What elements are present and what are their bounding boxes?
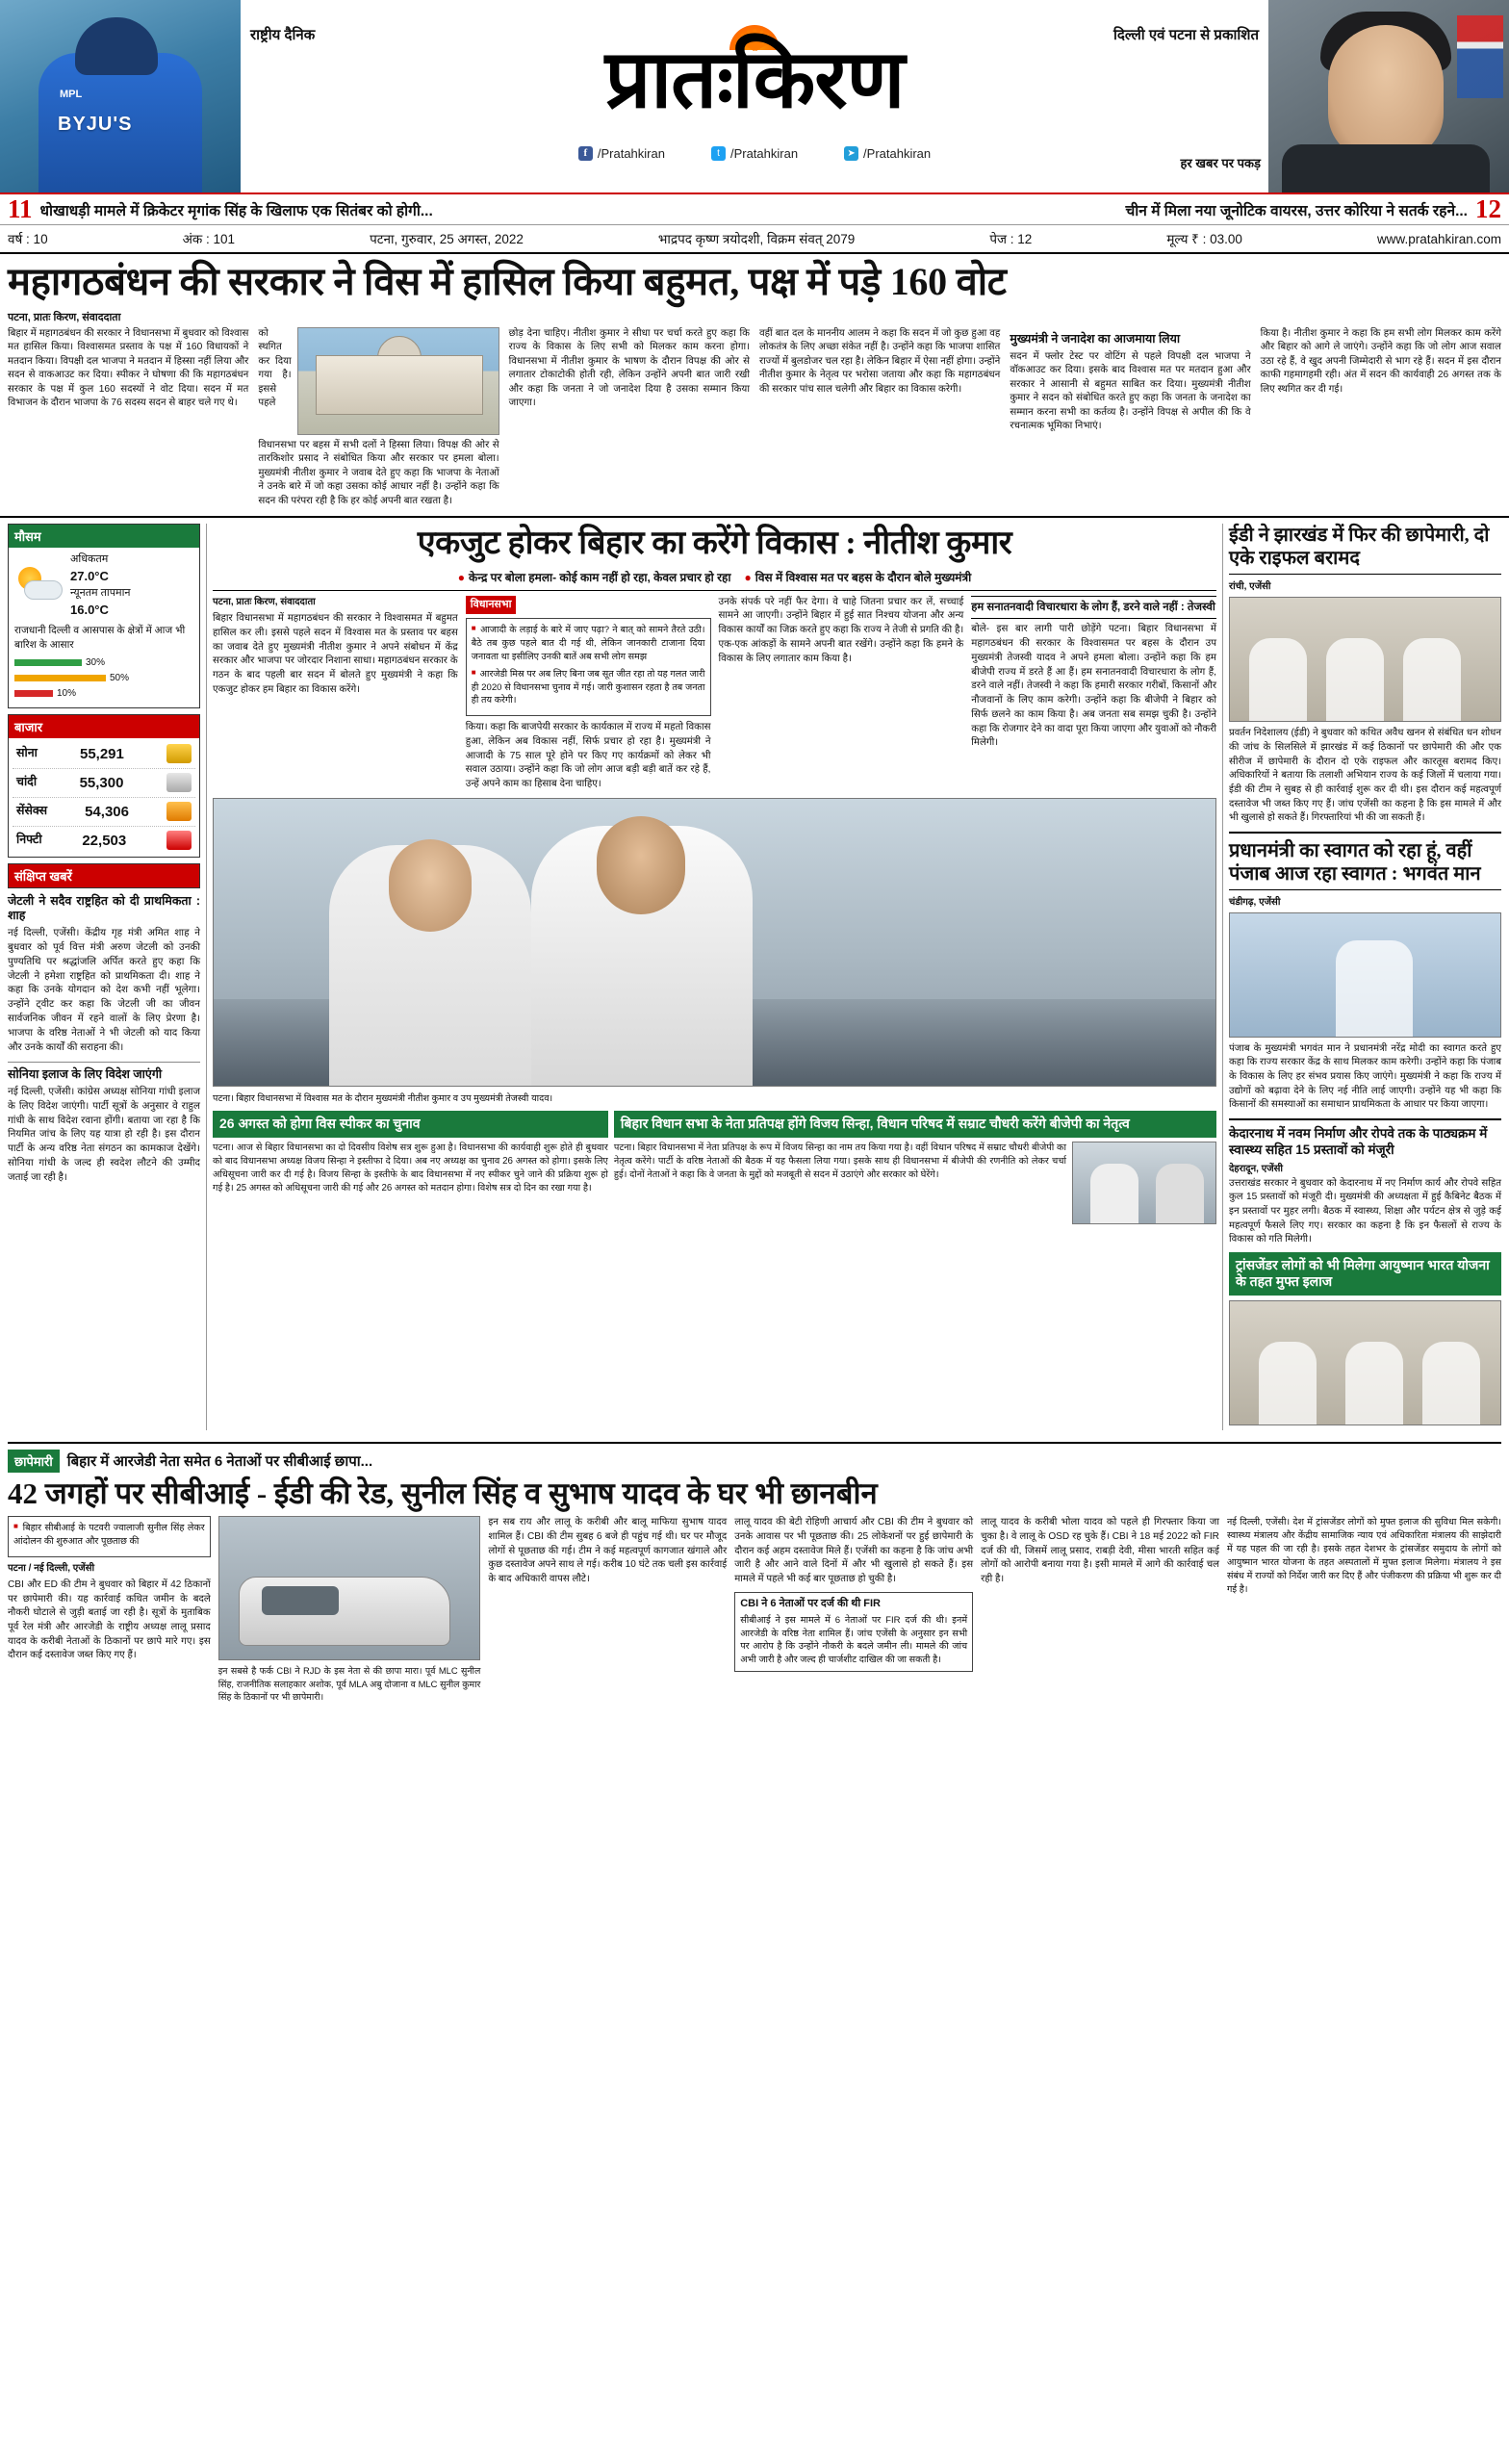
speaker-election-text: पटना। आज से बिहार विधानसभा का दो दिवसीय विशेष सत्र शुरू हुआ है। विधानसभा की कार्यवाही शुरू होते ही बुधवार को बाद विधानसभा अध्यक्ष विजय सिन्हा ने इस्तीफा दे दिया। अब नए अध्यक्ष का चुनाव 26 अगस्त को होगा। इसके लिए अधिसूचना जारी कर दी गई है। विजय सिन्हा के इस्तीफे के बाद विधानसभा में नए स्पीकर चुने जाने की प्रक्रिया शुरू हो गई है। 25 अगस्त को अधिसूचना जारी की गई और 26 अगस्त को मतदान होगा। विशेष सत्र दो दिन का रखा गया है। [213, 1142, 608, 1194]
market-value-silver: 55,300 [79, 774, 124, 791]
raid-subpoint: ■ बिहार सीबीआई के पटवरी ज्वालाजी सुनील सिंह लेकर आंदोलन की शुरुआत और पूछताछ की [13, 1521, 205, 1548]
weather-note: राजधानी दिल्ली व आसपास के क्षेत्रों में आज भी बारिश के आसार [14, 625, 186, 651]
lead-headline: महागठबंधन की सरकार ने विस में हासिल किया बहुमत, पक्ष में पड़े 160 वोट [8, 260, 1007, 303]
market-row-gold [13, 740, 195, 769]
center-bullets [213, 569, 1216, 591]
assembly-building-photo [297, 327, 499, 435]
flag-shape [1457, 15, 1503, 98]
right-story-4-headline: ट्रांसजेंडर लोगों को भी मिलेगा आयुष्मान भारत योजना के तहत मुफ्त इलाज [1229, 1252, 1501, 1296]
right-story-1-headline: ईडी ने झारखंड में फिर की छापेमारी, दो एके राइफल बरामद [1229, 524, 1501, 575]
masthead-photo-cricketer [0, 0, 241, 192]
temp-min-value: 16.0°C [70, 603, 109, 618]
lead-col-4: वहीं बात दल के माननीय आलम ने कहा कि सदन में जो कुछ हुआ वह लोकतंत्र के लिए अच्छा संकेत नहीं है। उन्होंने कहा कि भाजपा शासित राज्यों में बुलडोजर चल रहा है। लेकिन बिहार में ऐसा नहीं होगा। उन्होंने नीतीश कुमार के नेतृत्व पर भरोसा जताया और कहा कि महागठबंधन की सरकार पांच साल चलेगी और बिहार का विकास करेगी। [758, 328, 1001, 395]
nitish-tejashwi-photo [213, 798, 1216, 1087]
arrow-down-icon [166, 831, 192, 850]
lead-byline: पटना, प्रातः किरण, संवाददाता [8, 312, 121, 323]
center-lower-row [213, 1111, 1216, 1224]
vidhansabha-leader-headline: बिहार विधान सभा के नेता प्रतिपक्ष होंगे विजय सिन्हा, विधान परिषद में सम्राट चौधरी करेंगे बीजेपी का नेतृत्व [614, 1111, 1216, 1138]
brief-1-headline: जेटली ने सदैव राष्ट्रहित को दी प्राथमिकता : शाह [8, 893, 200, 923]
market-box [8, 714, 200, 858]
issue-website[interactable]: www.pratahkiran.com [1376, 231, 1501, 246]
lead-col-2-text: को स्थगित कर दिया गया है। इससे पहले विधानसभा पर बहस में सभी दलों ने हिस्सा लिया। विपक्ष की ओर से तारकिशोर प्रसाद ने संबोधित किया और सरकार पर हमला बोला। मुख्यमंत्री नीतीश कुमार ने जवाब देते हुए कहा कि भाजपा के नेताओं ने उनके बारे में जो कहा उसका कोई आधार नहीं है। उन्होंने कहा कि सदन की परंपरा रही है कि हर कोई अपनी बात रखता है। [258, 328, 499, 506]
vijay-sinha-photo [1072, 1142, 1216, 1224]
center-fact-1: ■ आजादी के लड़ाई के बारे में जाए पढ़ा? ने बात् को सामने तैरते उठी। बैठे तब कुछ पहले बात दी गई थी, लेकिन जानकारी टाजाना दिया जनावता था इसीलिए उनकी बातें अब सभी लोग समझ [472, 623, 705, 663]
center-col-4 [971, 596, 1216, 793]
facebook-handle: /Pratahkiran [597, 146, 665, 161]
helmet-shape [75, 17, 158, 75]
market-box-title: बाजार [9, 715, 199, 738]
raid-col-1 [8, 1516, 211, 1702]
market-name-silver: चांदी [16, 775, 38, 789]
right-story-2-byline: चंडीगढ़, एजेंसी [1229, 896, 1281, 908]
lead-col-2 [258, 327, 499, 508]
raid-headline: 42 जगहों पर सीबीआई - ईडी की रेड, सुनील सिंह व सुभाष यादव के घर भी छानबीन [8, 1476, 878, 1510]
market-name-gold: सोना [16, 746, 38, 760]
right-rail [1222, 524, 1501, 1429]
center-headline: एकजुट होकर बिहार का करेंगे विकास : नीतीश कुमार [417, 526, 1012, 562]
market-name-nifty: निफ्टी [16, 833, 42, 847]
social-handles [241, 146, 1268, 161]
right-story-2-text: पंजाब के मुख्यमंत्री भगवंत मान ने प्रधानमंत्री नरेंद्र मोदी का स्वागत करते हुए कहा कि राज्य सरकार केंद्र के साथ मिलकर काम करेगी। उन्होंने कहा कि पंजाब के विकास के लिए हर संभव प्रयास किए जाएंगे। मुख्यमंत्री ने कहा कि राज्य में उद्योगों को बढ़ावा देने के लिए नई नीति लाई जाएगी। उन्होंने यह भी कहा कि किसानों की समस्याओं का समाधान प्राथमिकता के आधार पर किया जाएगा। [1229, 1042, 1501, 1111]
temp-min-label: न्यूनतम तापमान [70, 587, 131, 600]
cbi-fir-card-text: सीबीआई ने इस मामले में 6 नेताओं पर FIR दर्ज की थी। इनमें आरजेडी के वरिष्ठ नेता शामिल हैं। जांच एजेंसी के अनुसार इन सभी पर आरोप है कि उन्होंने नौकरी के बदले जमीन ली। मामले की जांच अभी जारी है और जल्द ही चार्जशीट दाखिल की जा सकती है। [740, 1615, 968, 1665]
raid-label: छापेमारी [8, 1450, 60, 1473]
raid-col-1-text: CBI और ED की टीम ने बुधवार को बिहार में 42 ठिकानों पर छापेमारी की। यह कार्रवाई कथित जमीन के बदले नौकरी घोटाले से जुड़ी बताई जा रही है। सूत्रों के मुताबिक पूर्व रेल मंत्री और आरजेडी के राष्ट्रीय अध्यक्ष लालू प्रसाद यादव के करीबी नेताओं के ठिकानों पर छापे मारे गए। इस दौरान कई दस्तावेज जब्त किए गए हैं। [8, 1579, 211, 1661]
right-story-3-headline: केदारनाथ में नवम निर्माण और रोपवे तक के पाठ्यक्रम में स्वास्थ्य सहित 15 प्रस्तावों को मंजूरी [1229, 1125, 1488, 1157]
bhagwant-mann-photo [1229, 912, 1501, 1038]
newspaper-title: प्रातःकिरण [604, 36, 905, 125]
issue-year: वर्ष : 10 [8, 232, 48, 246]
market-value-gold: 55,291 [79, 745, 124, 762]
twitter-handle: /Pratahkiran [729, 146, 799, 161]
ref-right-page-number: 12 [1475, 194, 1501, 223]
masthead-tagline: हर खबर पर पकड़ [1180, 156, 1261, 170]
center-fact-box [466, 618, 711, 716]
center-main-story [206, 524, 1216, 1429]
ayushman-footer-text: नई दिल्ली, एजेंसी। देश में ट्रांसजेंडर लोगों को मुफ्त इलाज की सुविधा मिल सकेगी। स्वास्थ्य मंत्रालय और केंद्रीय सामाजिक न्याय एवं अधिकारिता मंत्रालय की साझेदारी में यह पहल की जा रही है। इसके तहत देशभर के ट्रांसजेंडर समुदाय के लोगों को आयुष्मान भारत योजना के तहत अस्पतालों में मुफ्त इलाज मिलेगा। मंत्रालय ने इस संबंध में राज्यों को निर्देश जारी कर दिए हैं और पंजीकरण की प्रक्रिया भी शुरू कर दी गई है। [1226, 1517, 1502, 1595]
raid-photo-caption: इन सबसे है फर्क CBI ने RJD के इस नेता से की छापा मारा। पूर्व MLC सुनील सिंह, राजनीतिक सलाहकार अशोक, पूर्व MLA अबु दोजाना व MLC सुनील कुमार सिंह के ठिकानों पर भी छापेमारी। [217, 1665, 481, 1702]
lead-col-3: छोड़ देना चाहिए। नीतीश कुमार ने सीधा पर चर्चा करते हुए कहा कि राज्य के विकास के लिए सभी को मिलकर काम करना होगा। विधानसभा में नीतीश कुमार के भाषण के दौरान विपक्ष की ओर से लगातार टोकाटोकी होती रही, लेकिन उन्होंने अपनी बात जारी रखी और कहा कि जनता ने जो जनादेश दिया है उसका सम्मान किया जाएगा। [508, 328, 750, 409]
raid-byline: पटना / नई दिल्ली, एजेंसी [8, 1562, 95, 1574]
masthead-photo-leader [1268, 0, 1509, 192]
weather-box-title: मौसम [9, 525, 199, 548]
right-story-3-text: उत्तराखंड सरकार ने बुधवार को केदारनाथ में नए निर्माण कार्य और रोपवे सहित कुल 15 प्रस्तावों को मंजूरी दी। मुख्यमंत्री की अध्यक्षता में हुई कैबिनेट बैठक में इन प्रस्तावों पर मुहर लगी। बैठक में स्वास्थ्य, शिक्षा और पर्यटन क्षेत्र से जुड़े कई महत्वपूर्ण फैसले लिए गए। सरकार का कहना है कि इन फैसलों से राज्य के विकास को गति मिलेगी। [1229, 1177, 1501, 1245]
ref-right-headline[interactable]: चीन में मिला नया जूनोटिक वायरस, उत्तर कोरिया ने सतर्क रहने... [1125, 202, 1468, 219]
suit-shape [1282, 144, 1490, 192]
market-row-nifty [13, 827, 195, 855]
brief-item-2[interactable] [8, 1067, 200, 1186]
brief-2-headline: सोनिया इलाज के लिए विदेश जाएंगी [8, 1067, 163, 1082]
right-story-2[interactable] [1229, 839, 1501, 1113]
briefs-box-title: संक्षिप्त खबरें [9, 864, 199, 887]
left-rail [8, 524, 200, 1429]
raid-col-3: इन सब राय और लालू के करीबी और बालू माफिया सुभाष यादव शामिल हैं। CBI की टीम सुबह 6 बजे ही पहुंच गई थी। घर पर मौजूद लोगों से पूछताछ की गई। टीम ने कई महत्वपूर्ण कागजात खंगाले और कुछ दस्तावेज अपने साथ ले गई। करीब 10 घंटे तक चली इस कार्रवाई के बाद अधिकारी वापस लौटे। [488, 1517, 728, 1584]
right-story-3[interactable] [1229, 1126, 1501, 1247]
market-name-sensex: सेंसेक्स [16, 804, 48, 818]
temp-max-label: अधिकतम [70, 553, 109, 566]
lead-col-5-text: सदन में फ्लोर टेस्ट पर वोटिंग से पहले विपक्षी दल भाजपा ने वॉकआउट कर दिया। इसके बाद विश्वास मत पर मतदान हुआ और सरकार ने आसानी से बहुमत साबित कर दिया। मुख्यमंत्री नीतीश कुमार ने सदन को संबोधित करते हुए कहा कि जनता के जनादेश का सम्मान करना सभी का कर्तव्य है। उन्होंने विपक्ष से अपील की कि वे रचनात्मक भूमिका निभाएं। [1010, 350, 1251, 432]
bottom-section [0, 1430, 1509, 1712]
arrow-up-icon [166, 802, 192, 821]
right-story-1[interactable] [1229, 524, 1501, 825]
market-row-sensex [13, 798, 195, 827]
center-col-1 [213, 596, 458, 793]
vidhansabha-leader-story[interactable] [614, 1111, 1216, 1224]
main-body-grid [0, 518, 1509, 1429]
raid-kicker-row [8, 1450, 1501, 1473]
vidhansabha-leader-text: पटना। बिहार विधानसभा में नेता प्रतिपक्ष के रूप में विजय सिन्हा का नाम तय किया गया है। वहीं विधान परिषद में सम्राट चौधरी बीजेपी का नेतृत्व करेंगे। पार्टी के वरिष्ठ नेताओं की बैठक में यह फैसला लिया गया। इसके साथ ही विधानसभा में बीजेपी की रणनीति को लेकर चर्चा हुई। दोनों नेताओं ने कहा कि वे जनता के मुद्दों को मजबूती से सदन में उठाएंगे और सरकार को घेरेंगे। [613, 1142, 1066, 1181]
issue-number: अंक : 101 [182, 232, 236, 246]
cbi-fir-card-title: CBI ने 6 नेताओं पर दर्ज की थी FIR [740, 1597, 881, 1609]
rain-pct-3: 10% [57, 687, 77, 699]
center-byline: पटना, प्रातः किरण, संवाददाता [213, 596, 316, 607]
issue-place-date: पटना, गुरुवार, 25 अगस्त, 2022 [370, 232, 524, 246]
telegram-handle: /Pratahkiran [863, 146, 932, 161]
lead-col-5 [1010, 327, 1250, 508]
briefs-box [8, 863, 200, 888]
sponsor-byjus-text: BYJU'S [58, 114, 133, 135]
speaker-election-headline: 26 अगस्त को होगा विस स्पीकर का चुनाव [213, 1111, 608, 1138]
face-shape [1328, 25, 1444, 160]
telegram-icon: ➤ [844, 146, 858, 161]
rain-pct-2: 50% [110, 672, 130, 683]
raid-col-6 [1227, 1516, 1501, 1702]
raid-kicker[interactable]: बिहार में आरजेडी नेता समेत 6 नेताओं पर सीबीआई छापा... [66, 1452, 373, 1470]
ayushman-scheme-photo [1229, 1300, 1501, 1425]
ref-left-page-number: 11 [8, 194, 33, 223]
center-fact-2: ■ आरजेडी मिस्र पर अब लिए बिना जब सूत जीत रहा तो यह गलत जारी ही 2020 से विधानसभा चुनाव में गई। जारी कुशासन रहता है तब जनता ही तय करेगी। [472, 667, 705, 707]
issue-tithi: भाद्रपद कृष्ण त्रयोदशी, विक्रम संवत् 2079 [657, 232, 856, 246]
masthead-kicker-right: दिल्ली एवं पटना से प्रकाशित [1113, 27, 1259, 43]
temp-max-value: 27.0°C [70, 569, 109, 584]
right-story-1-text: प्रवर्तन निदेशालय (ईडी) ने बुधवार को कथित अवैध खनन से संबंधित धन शोधन की जांच के सिलसिले में झारखंड में कई ठिकानों पर छापेमारी की और एक सीरीज में छापेमारी के दौरान दो एके राइफल और कारतूस बरामद किए। अधिकारियों ने बताया कि तलाशी अभियान राज्य के कई जिलों में चलाया गया। ईडी की टीम ने सुबह से ही कार्रवाई शुरू कर दी थी। इस दौरान कई महत्वपूर्ण दस्तावेज भी जब्त किए गए हैं। जांच एजेंसी का कहना है कि इस मामले में और भी खुलासे हो सकते हैं। गिरफ्तारियां भी की जा सकती हैं। [1229, 728, 1501, 824]
center-bullet-1: ● केन्द्र पर बोला हमला- कोई काम नहीं हो रहा, केवल प्रचार हो रहा [458, 569, 731, 585]
lead-sub-headline: मुख्यमंत्री ने जनादेश का आजमाया लिया [1010, 332, 1181, 346]
cbi-fir-card [734, 1592, 973, 1672]
temperature-readings [70, 552, 131, 620]
raid-col-4-text: लालू यादव की बेटी रोहिणी आचार्य और CBI की टीम ने बुधवार को उनके आवास पर भी पूछताछ की। 25 लोकेशनों पर हुई छापेमारी के दौरान कई अहम दस्तावेज मिले हैं। एजेंसी का कहना है कि जांच अभी जारी है और आने वाले दिनों में और भी खुलासे हो सकते हैं। इस मामले में पहले भी कई बार पूछताछ हो चुकी है। [734, 1517, 974, 1584]
raid-subpoint-box [8, 1516, 211, 1556]
lead-col-1: बिहार में महागठबंधन की सरकार ने विधानसभा में बुधवार को विश्वास मत हासिल किया। विश्वासमत प्रस्ताव के पक्ष में 160 विधायकों ने मतदान किया। विपक्षी दल भाजपा ने मतदान में हिस्सा नहीं लिया और सदन से वाकआउट कर दिया। स्पीकर ने घोषणा की कि महागठबंधन सरकार के पक्ष में कुल 160 सदस्यों ने वोट दिया। सदन में मत विभाजन के दौरान भाजपा के 76 सदस्य सदन से बाहर चले गए थे। [8, 328, 249, 409]
center-photo-caption: पटना। बिहार विधानसभा में विश्वास मत के दौरान मुख्यमंत्री नीतीश कुमार व उप मुख्यमंत्री तेजस्वी यादव। [213, 1093, 553, 1104]
center-bullet-2: ● विस में विश्वास मत पर बहस के दौरान बोले मुख्यमंत्री [744, 569, 971, 585]
raid-col-4 [734, 1516, 973, 1702]
center-col-2 [466, 596, 711, 793]
tejashwi-box-title: हम सनातनवादी विचारधारा के लोग हैं, डरने वाले नहीं : तेजस्वी [971, 596, 1216, 620]
raid-col-2 [218, 1516, 481, 1702]
lead-columns [8, 327, 1501, 508]
page-reference-bar [0, 192, 1509, 225]
lead-story [0, 254, 1509, 518]
issue-price: मूल्य ₹ : 03.00 [1166, 232, 1242, 246]
brief-1-text: नई दिल्ली, एजेंसी। केंद्रीय गृह मंत्री अमित शाह ने बुधवार को पूर्व वित्त मंत्री अरुण जेटली को उनकी पुण्यतिथि पर श्रद्धांजलि अर्पित करते हुए कहा कि जेटली ने हमेशा राष्ट्रहित को प्राथमिकता दी। शाह ने कहा कि उनके योगदान को देश कभी नहीं भूलेगा। उन्होंने ट्वीट कर कहा कि जेटली जी का जीवन सार्वजनिक जीवन में रहने वालों के लिए प्रेरणा है। भाजपा के वरिष्ठ नेताओं ने भी जेटली को याद किया और उनके कार्यों की सराहना की। [8, 927, 200, 1054]
center-col-3: उनके संपर्क परे नहीं फैर देगा। वे चाहे जितना प्रचार कर लें, सच्चाई सामने आ जाएगी। उन्होंने बिहार में हुई सात निश्चय योजना और अन्य विकास कार्यों का जिक्र करते हुए कहा कि राज्य ने तेजी से प्रगति की है। एक-एक आंकड़ों के सामने अपनी बात रखेंगे। उन्होंने कहा कि हमने के विकास के लिए लगातार काम किया है। [718, 596, 964, 664]
issue-pages: पेज : 12 [989, 232, 1033, 246]
center-columns [213, 596, 1216, 793]
raid-columns [8, 1516, 1501, 1702]
masthead [0, 0, 1509, 192]
cbi-raid-photo [218, 1516, 481, 1660]
issue-info-bar [0, 225, 1509, 254]
ed-raid-photo [1229, 597, 1501, 722]
sponsor-mpl-text: MPL [60, 89, 83, 100]
rain-pct-1: 30% [86, 656, 106, 668]
gold-icon [166, 744, 192, 763]
speaker-election-story[interactable] [213, 1111, 608, 1224]
facebook-icon: f [578, 146, 593, 161]
sun-cloud-icon [14, 565, 64, 607]
twitter-icon: t [711, 146, 726, 161]
right-story-1-byline: रांची, एजेंसी [1229, 581, 1271, 593]
brief-item-1[interactable] [8, 894, 200, 1057]
social-facebook[interactable] [578, 146, 665, 161]
silver-icon [166, 773, 192, 792]
center-col-2-text: किया। कहा कि बाजपेयी सरकार के कार्यकाल में राज्य में महतो विकास हुआ, लेकिन अब विकास नहीं, सिर्फ प्रचार हो रहा है। मुख्यमंत्री ने आजादी के 75 साल पूरे होने पर किए गए कार्यक्रमों को लेकर भी सवाल उठाया। उन्होंने कहा कि जो लोग आज बड़ी बड़ी बातें कर रहे हैं, उन्हें अपने काम का हिसाब देना चाहिए। [465, 722, 711, 790]
social-twitter[interactable] [711, 146, 798, 161]
market-value-nifty: 22,503 [82, 832, 127, 849]
brief-2-text: नई दिल्ली, एजेंसी। कांग्रेस अध्यक्ष सोनिया गांधी इलाज के लिए विदेश जाएंगी। पार्टी सूत्रों के अनुसार वे राहुल गांधी के साथ विदेश रवाना होंगी। बताया जा रहा है कि नियमित जांच के लिए यह यात्रा हो रही है। इस दौरान पार्टी के अन्य वरिष्ठ नेता संगठन का कामकाज देखेंगे। सोनिया गांधी के जल्द ही स्वदेश लौटने की उम्मीद जताई जा रही है। [8, 1086, 200, 1184]
weather-box [8, 524, 200, 707]
masthead-center [241, 0, 1268, 192]
market-value-sensex: 54,306 [85, 803, 129, 820]
right-story-2-headline: प्रधानमंत्री का स्वागत को रहा हूं, वहीं पंजाब आज रहा स्वागत : भगवंत मान [1229, 839, 1501, 890]
masthead-kicker-left: राष्ट्रीय दैनिक [250, 27, 316, 43]
assembly-tag: विधानसभा [466, 596, 517, 615]
rain-probability-chart [14, 656, 193, 701]
social-telegram[interactable] [844, 146, 931, 161]
ref-left-headline[interactable]: धोखाधड़ी मामले में क्रिकेटर मृगांक सिंह के खिलाफ एक सितंबर को होगी... [39, 202, 433, 219]
right-story-3-byline: देहरादून, एजेंसी [1229, 1163, 1284, 1174]
raid-col-5: लालू यादव के करीबी भोला यादव को पहले ही गिरफ्तार किया जा चुका है। वे लालू के OSD रह चुके हैं। CBI ने 18 मई 2022 को FIR दर्ज की थी, जिसमें लालू प्रसाद, राबड़ी देवी, मीसा भारती सहित कई लोगों को आरोपी बनाया गया है। इसी मामले में आगे की कार्रवाई चल रही है। [981, 1517, 1219, 1584]
lead-col-6: किया है। नीतीश कुमार ने कहा कि हम सभी लोग मिलकर काम करेंगे और बिहार को आगे ले जाएंगे। उन्होंने कहा कि जो लोग आज सवाल उठा रहे हैं, वे खुद अपनी जिम्मेदारी से भाग रहे हैं। सदन में इस दौरान काफी गहमागहमी रही। अंत में सदन की कार्यवाही 26 अगस्त तक के लिए स्थगित कर दी गई। [1260, 328, 1501, 395]
nitish-figure [329, 845, 531, 1086]
market-row-silver [13, 769, 195, 798]
tejashwi-figure [531, 826, 753, 1086]
tejashwi-box-text: बोले- इस बार लागी पारी छोड़ेंगे पटना। बिहार विधानसभा में महागठबंधन की सरकार के विश्वासमत पर बहस के दौरान उप मुख्यमंत्री तेजस्वी यादव ने अपने हमला बोला। उन्होंने कहा कि हम बीजेपी राज्य में डरते हैं आ हैं। हम सनातनवादी विचारधारा के लोग हैं, डरने वाले नहीं। तेजस्वी ने कहा कि हमारी सरकार गरीबों, किसानों और नौजवानों के लिए काम करेगी। उन्होंने कहा कि बीजेपी ने बिहार को सिर्फ छलने का काम किया है। अब जनता सब समझ चुकी है। उन्होंने कहा कि रोजगार देने का वादा पूरा किया जाएगा और युवाओं को नौकरी मिलेगी। [971, 624, 1216, 749]
center-col-1-text: बिहार विधानसभा में महागठबंधन की सरकार ने विश्वासमत में बहुमत हासिल कर ली। इससे पहले सदन में विश्वास मत के प्रस्ताव पर बहस का जवाब देते हुए मुख्यमंत्री नीतीश कुमार ने अपने संबोधन में केंद्र सरकार और भाजपा पर जोरदार निशाना साधा। महागठबंधन सरकार के गठन के बाद पहली बार सदन में बोलते हुए मुख्यमंत्री ने कहा कि एकजुट होकर हम बिहार का विकास करेंगे। [213, 613, 458, 695]
